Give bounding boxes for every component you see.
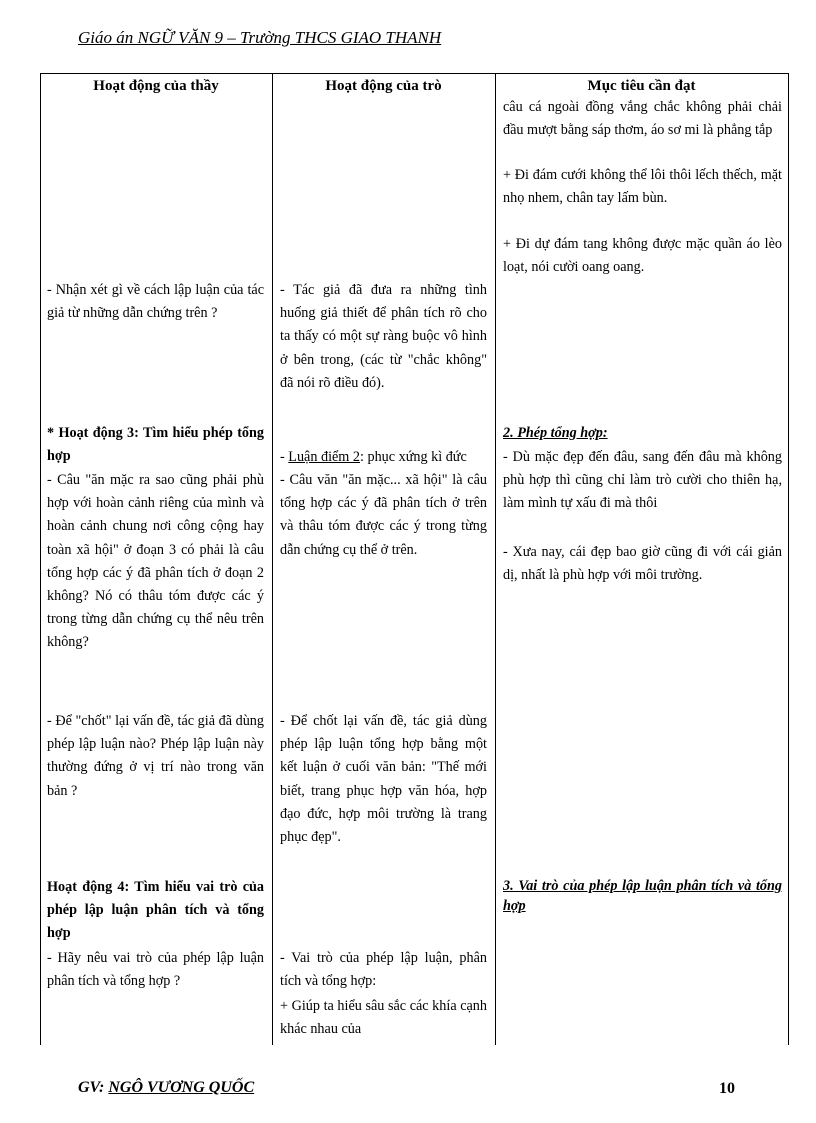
student-answer-1: - Tác giả đã đưa ra những tình huống giả thiết để phân tích rõ cho ta thấy có một sự ràng buộc vô hình ở bên trong, (các từ "chắc không" đã nói rõ điều đó). — [280, 282, 487, 391]
student-answer-2b: - Câu văn "ăn mặc... xã hội" là câu tổng hợp các ý đã phân tích ở trên và thâu tóm được các ý trong từng dẫn chứng cụ thể ở trên. — [280, 472, 487, 558]
table-top-border — [40, 73, 789, 74]
col-header-goal: Mục tiêu cần đạt — [587, 78, 696, 94]
goal-text-3: + Đi dự đám tang không được mặc quần áo lèo loạt, nói cười oang oang. — [503, 236, 782, 276]
goal-text-4: - Dù mặc đẹp đến đâu, sang đến đâu mà không phù hợp thì cũng chỉ làm trò cười cho thiên hạ, làm mình tự xấu đi mà thôi — [503, 449, 782, 512]
table-border-left — [40, 73, 41, 1045]
page-number: 10 — [719, 1080, 735, 1097]
student-answer-4: - Vai trò của phép lập luận, phân tích và tổng hợp: — [280, 950, 487, 990]
footer-teacher-name: NGÔ VƯƠNG QUỐC — [108, 1079, 255, 1096]
col-header-teacher: Hoạt động của thầy — [93, 78, 219, 94]
thesis-2-label: Luận điểm 2 — [288, 449, 360, 465]
teacher-activity-3-title: * Hoạt động 3: Tìm hiểu phép tổng hợp — [47, 425, 264, 465]
teacher-question-1: - Nhận xét gì về cách lập luận của tác giả từ những dẫn chứng trên ? — [47, 282, 264, 322]
table-border-right — [788, 73, 789, 1045]
goal-text-1: câu cá ngoài đồng vắng chắc không phải chải đầu mượt bằng sáp thơm, áo sơ mi là phẳng tắp — [503, 99, 782, 139]
col-header-student: Hoạt động của trò — [325, 78, 442, 94]
footer-gv-label: GV: — [78, 1079, 109, 1096]
section-3-title: 3. Vai trò của phép lập luận phân tích và tổng hợp — [503, 878, 782, 914]
student-answer-4b: + Giúp ta hiểu sâu sắc các khía cạnh khác nhau của — [280, 998, 487, 1038]
teacher-question-4: - Hãy nêu vai trò của phép lập luận phân tích và tổng hợp ? — [47, 950, 264, 990]
table-border-col2 — [495, 73, 496, 1045]
thesis-2-text: : phục xứng kì đức — [360, 449, 467, 465]
student-answer-2: - Luận điểm 2: phục xứng kì đức — [280, 449, 467, 465]
section-2-title: 2. Phép tổng hợp: — [503, 425, 608, 441]
goal-text-2: + Đi đám cưới không thể lôi thôi lếch thếch, mặt nhọ nhem, chân tay lấm bùn. — [503, 167, 782, 207]
teacher-question-2: - Câu "ăn mặc ra sao cũng phải phù hợp với hoàn cảnh riêng của mình và hoàn cảnh chung nơi công cộng hay toàn xã hội" ở đoạn 3 có phải là câu tổng hợp các ý đã phân tích ở đoạn 2 không? Nó có thâu tóm được các ý trong từng dẫn chứng cụ thể nêu trên không? — [47, 472, 264, 651]
student-answer-3: - Để chốt lại vấn đề, tác giả dùng phép lập luận tổng hợp bằng một kết luận ở cuối văn bản: "Thế mới biết, trang phục hợp văn hóa, hợp đạo đức, hợp môi trường là trang phục đẹp". — [280, 713, 487, 846]
teacher-activity-4-title: Hoạt động 4: Tìm hiểu vai trò của phép lập luận phân tích và tổng hợp — [47, 879, 264, 942]
goal-text-5: - Xưa nay, cái đẹp bao giờ cũng đi với cái giản dị, nhất là phù hợp với môi trường. — [503, 544, 782, 584]
footer-teacher — [78, 1079, 254, 1097]
teacher-question-3: - Để "chốt" lại vấn đề, tác giả đã dùng phép lập luận nào? Phép lập luận này thường đứng ở vị trí nào trong văn bản ? — [47, 713, 264, 799]
table-border-col1 — [272, 73, 273, 1045]
page-header: Giáo án NGỮ VĂN 9 – Trường THCS GIAO THANH — [78, 28, 442, 47]
